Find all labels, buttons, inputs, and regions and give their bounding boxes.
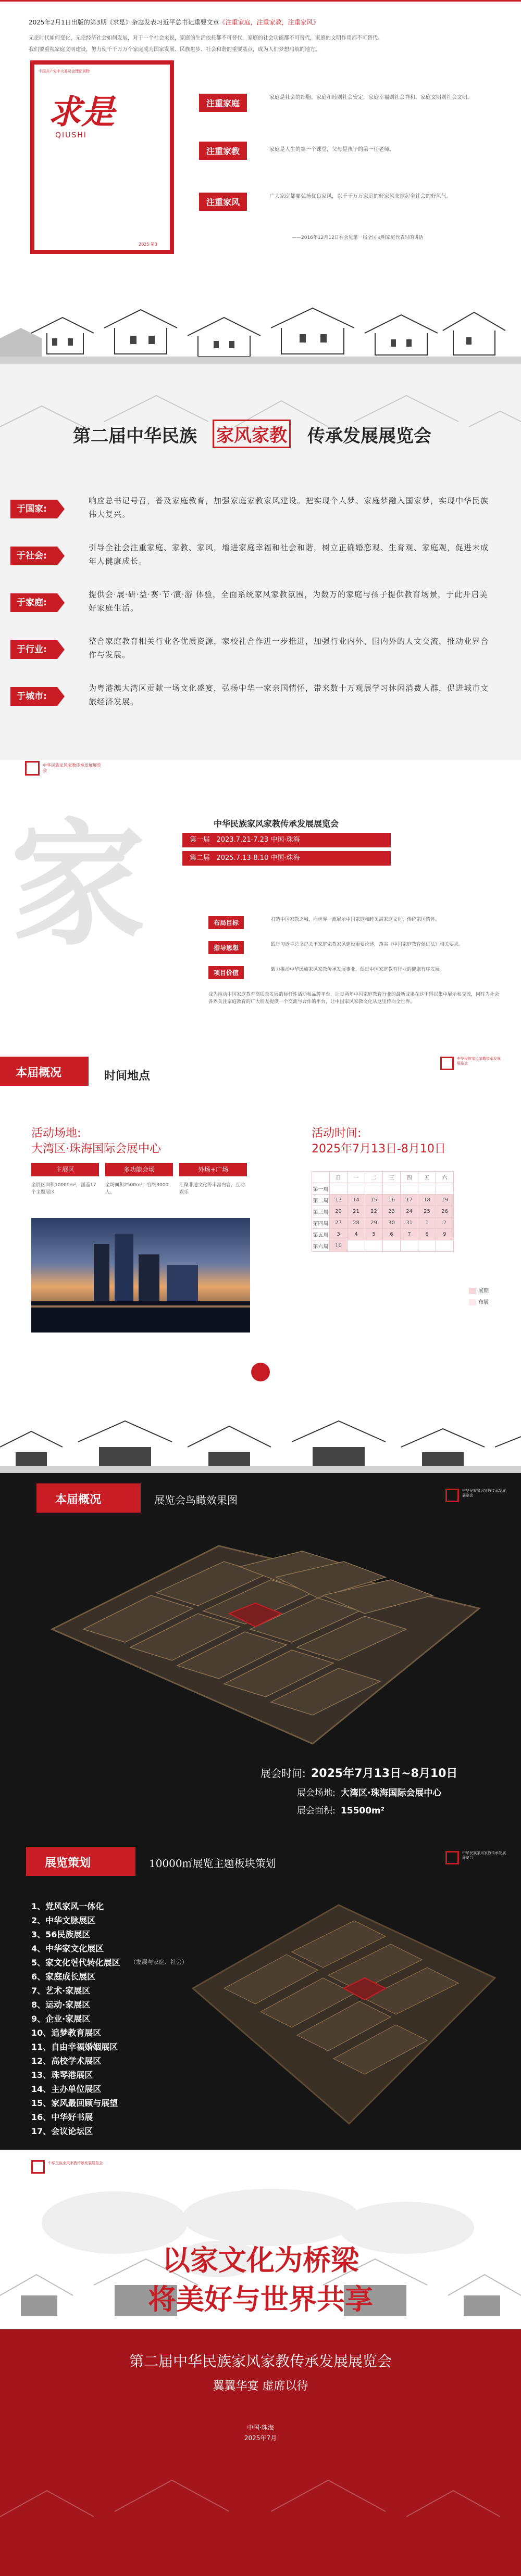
venue-text-main: 全展区面积10000m²，涵盖17个主题展区	[31, 1183, 96, 1196]
calendar-cell	[436, 1240, 454, 1252]
planning-item: 8、运动·家展区	[31, 2000, 91, 2010]
quote-source: ——2016年12月12日在会见第一届全国文明家庭代表时的讲话	[292, 235, 424, 240]
calendar-cell	[401, 1240, 418, 1252]
calendar-cell: 31	[401, 1217, 418, 1229]
calendar-week-label: 第一周	[312, 1183, 330, 1195]
magazine-top-text: 中国共产党中央委员会理论刊物	[39, 69, 90, 73]
closing-band	[0, 2329, 521, 2576]
footer-date: 2025年7月	[244, 2434, 277, 2442]
item-text: 家庭是人生的第一个课堂，父母是孩子的第一任老师。	[269, 147, 394, 153]
headline-red: 《注重家庭，注重家教，注重家风》	[219, 19, 319, 26]
legend-label: 布展	[478, 1300, 489, 1305]
intro-body-1: 无论时代如何变化，无论经济社会如何发展，对于一个社会来说，家庭的生活依托都不可替代，家庭的社会功能都不可替代，家庭的文明作用都不可替代。	[29, 35, 383, 41]
red-dot	[251, 1363, 270, 1381]
point-text: 致力推动中华民族家风家教传承发展事业，促进中国家庭教育行业的健康有序发展。	[271, 967, 445, 972]
legend-label: 展期	[478, 1288, 489, 1294]
calendar-cell: 22	[365, 1206, 383, 1217]
point-label: 指导思想	[208, 941, 244, 954]
logo-mark-icon	[25, 761, 40, 776]
magazine-title: 求是	[48, 93, 115, 132]
info-val: 2025年7月13日~8月10日	[311, 1767, 458, 1780]
item-text: 广大家庭都要弘扬优良家风，以千千万万家庭的好家风支撑起全社会的好风气。	[269, 194, 452, 199]
info-time	[260, 1765, 511, 1781]
calendar-cell: 27	[330, 1217, 348, 1229]
planning-item: 3、56民族展区	[31, 1930, 91, 1939]
logo-text: 中华民族家风家教传承发展展览会	[457, 1057, 501, 1066]
venue-text-hall: 全场面积2500m²，容纳3000人。	[105, 1183, 169, 1196]
item-label: 注重家庭	[199, 94, 247, 112]
intro-items	[199, 94, 501, 239]
section-logo	[445, 1851, 508, 1869]
edition-text: 2023.7.21-7.23 中国·珠海	[216, 836, 300, 844]
tab-label: 展览策划	[45, 1857, 91, 1870]
section-closing	[0, 2150, 521, 2576]
tab-planning	[26, 1847, 135, 1876]
about-title: 中华民族家风家教传承发展展览会	[214, 819, 339, 829]
planning-item: 15、家风最回顾与展望	[31, 2098, 118, 2108]
calendar-cell	[401, 1183, 418, 1195]
skyline-2	[0, 1405, 521, 1473]
calendar-cell	[365, 1183, 383, 1195]
calendar-cell	[383, 1240, 401, 1252]
top-rule	[0, 0, 521, 2]
calendar-row	[312, 1240, 454, 1252]
item-text: 家庭是社会的细胞。家庭和睦则社会安定，家庭幸福则社会祥和，家庭文明则社会文明。	[269, 95, 473, 100]
section-purpose	[0, 364, 521, 760]
planning-item: 1、党风家风一体化	[31, 1901, 104, 1911]
planning-item: 16、中华好书展	[31, 2112, 93, 2122]
calendar-cell: 25	[418, 1206, 436, 1217]
logo-mark-icon	[440, 1057, 454, 1070]
venue-label: 活动场地:	[31, 1127, 81, 1140]
venue-tab-outdoor: 外场+广场	[179, 1163, 247, 1176]
calendar-row	[312, 1217, 454, 1229]
info-val: 大湾区·珠海国际会展中心	[340, 1788, 442, 1798]
point-text: 践行习近平总书记关于家庭家教家风建设重要论述，落实《中国家庭教育促进法》相关要求。	[271, 942, 464, 947]
slogan-1: 以家文化为桥梁	[162, 2244, 359, 2277]
info-area	[297, 1803, 505, 1816]
legend-show	[469, 1286, 505, 1297]
calendar-cell	[348, 1183, 365, 1195]
edition-text: 2025.7.13-8.10 中国·珠海	[216, 854, 300, 862]
item-label: 注重家教	[199, 142, 247, 160]
calendar-cell: 1	[418, 1217, 436, 1229]
calendar-cell: 24	[401, 1206, 418, 1217]
planning-item: 6、家庭成长展区	[31, 1972, 96, 1982]
purpose-label-nation: 于国家:	[10, 500, 57, 518]
big-char: 家	[10, 805, 146, 964]
calendar-week-label: 第五周	[312, 1229, 330, 1240]
venue-photo	[31, 1218, 250, 1333]
calendar-cell	[330, 1183, 348, 1195]
purpose-label-city: 于城市:	[10, 687, 57, 706]
calendar-cell	[383, 1183, 401, 1195]
about-logo	[25, 761, 103, 779]
tab-overview	[36, 1483, 141, 1513]
planning-item: 11、自由幸福婚姻展区	[31, 2042, 118, 2052]
planning-render	[182, 1884, 505, 2134]
calendar-cell: 18	[418, 1195, 436, 1206]
edition-1	[182, 833, 391, 847]
edition-name: 第一届	[190, 836, 210, 844]
legend-swatch	[469, 1288, 476, 1294]
edition-name: 第二届	[190, 854, 210, 862]
info-venue	[297, 1785, 516, 1798]
tab-label: 本届概况	[55, 1493, 102, 1506]
venue-photo-art	[31, 1218, 250, 1333]
cal-head-cell: 四	[401, 1172, 418, 1183]
calendar-cell	[436, 1183, 454, 1195]
skyline-1	[0, 260, 521, 364]
planning-item: 4、中华家文化展区	[31, 1944, 104, 1953]
calendar-cell: 29	[365, 1217, 383, 1229]
purpose-text-city: 为粤港澳大湾区贡献一场文化盛宴，弘扬中华一家亲国情怀，带来数十万观展学习休闲消费人群，促进城市文旅经济发展。	[89, 683, 489, 706]
section-subtitle: 展览会鸟瞰效果图	[154, 1494, 238, 1506]
cal-head-cell: 六	[436, 1172, 454, 1183]
slogan-2: 将美好与世界共享	[148, 2283, 373, 2316]
cal-head-cell: 五	[418, 1172, 436, 1183]
tab-overview	[0, 1057, 89, 1086]
intro-headline	[29, 18, 498, 27]
calendar-cell	[348, 1240, 365, 1252]
section-planning	[0, 1827, 521, 2150]
section-subtitle: 10000㎡展览主题板块策划	[149, 1857, 276, 1870]
logo-text: 中华民族家风家教传承发展展览会	[48, 2161, 103, 2165]
purpose-text-nation: 响应总书记号召，普及家庭教育，加强家庭家教家风建设。把实现个人梦、家庭梦融入国家梦，实现中华民族伟大复兴。	[89, 496, 489, 519]
calendar-cell: 19	[436, 1195, 454, 1206]
calendar-cell: 26	[436, 1206, 454, 1217]
calendar-cell: 6	[383, 1229, 401, 1240]
calendar-cell: 13	[330, 1195, 348, 1206]
planning-item: 17、会议论坛区	[31, 2126, 93, 2136]
point-text: 打造中国家教之城，向世界一流展示中国家庭和睦美满家庭文化、传统家国情怀。	[271, 917, 440, 922]
calendar	[312, 1171, 454, 1252]
venue-tab-hall: 多功能会场	[105, 1163, 173, 1176]
calendar-cell: 23	[383, 1206, 401, 1217]
logo-text: 中华民族家风家教传承发展展览会	[462, 1851, 506, 1860]
closing-logo	[31, 2160, 109, 2176]
planning-item: 5、家文化현代转化展区	[31, 1958, 120, 1968]
section-logo	[445, 1489, 508, 1506]
purpose-label-society: 于社会:	[10, 547, 57, 565]
info-key: 展会时间:	[260, 1767, 306, 1780]
calendar-cell	[418, 1240, 436, 1252]
planning-item: 2、中华文脉展区	[31, 1915, 96, 1925]
calendar-row	[312, 1229, 454, 1240]
calendar-cell	[365, 1240, 383, 1252]
magazine-issue: 2025·第3	[139, 242, 157, 247]
aerial-render	[21, 1536, 500, 1754]
purpose-text-family: 提供会·展·研·益·赛·节·演·游 体验，全面系统家风家教氛围，为数万的家庭与孩子提供教育场景，于此开启美好家庭生活。	[89, 590, 488, 613]
info-key: 展会场地:	[297, 1788, 336, 1798]
calendar-cell: 21	[348, 1206, 365, 1217]
purpose-label-industry: 于行业:	[10, 640, 57, 659]
calendar-cell: 17	[401, 1195, 418, 1206]
purpose-title	[73, 416, 448, 448]
calendar-cell: 3	[330, 1229, 348, 1240]
venue-name: 大湾区·珠海国际会展中心	[31, 1143, 161, 1156]
calendar-corner	[312, 1172, 330, 1183]
title-after: 传承发展展览会	[307, 426, 431, 447]
calendar-week-label: 第三周	[312, 1206, 330, 1217]
calendar-cell: 5	[365, 1229, 383, 1240]
calendar-week-label: 第六周	[312, 1240, 330, 1252]
section-intro	[0, 0, 521, 364]
venue-text-outdoor: 汇聚非遗文化等丰富内容，互动娱乐	[179, 1183, 245, 1196]
calendar-legend	[469, 1286, 505, 1309]
legend-build	[469, 1297, 505, 1309]
logo-mark-icon	[445, 1851, 459, 1864]
purpose-label-family: 于家庭:	[10, 593, 57, 612]
logo-mark-icon	[445, 1489, 459, 1502]
calendar-head	[312, 1172, 454, 1183]
section-subtitle: 时间地点	[104, 1069, 151, 1083]
info-val: 15500m²	[340, 1806, 385, 1816]
calendar-cell: 16	[383, 1195, 401, 1206]
band-subtitle: 翼翼华宴 虚席以待	[213, 2380, 308, 2393]
planning-item: 7、艺术·家展区	[31, 1986, 91, 1996]
venue-tab-main: 主展区	[31, 1163, 99, 1176]
cal-head-cell: 日	[330, 1172, 348, 1183]
section-time-place	[0, 1041, 521, 1473]
cal-head-cell: 三	[383, 1172, 401, 1183]
logo-mark-icon	[31, 2160, 45, 2174]
cal-head-cell: 二	[365, 1172, 383, 1183]
headline-plain: 2025年2月1日出版的第3期《求是》杂志发表习近平总书记重要文章	[29, 19, 219, 26]
band-title: 第二届中华民族家风家教传承发展展览会	[129, 2353, 392, 2370]
band-skyline	[0, 2454, 521, 2558]
point-label: 布局目标	[208, 916, 244, 929]
info-key: 展会面积:	[297, 1806, 336, 1816]
calendar-cell: 28	[348, 1217, 365, 1229]
planning-item-note: （发展与家庭、社会）	[130, 1959, 188, 1965]
cal-head-cell: 一	[348, 1172, 365, 1183]
time-value: 2025年7月13日-8月10日	[312, 1143, 446, 1156]
calendar-row	[312, 1183, 454, 1195]
calendar-cell: 20	[330, 1206, 348, 1217]
section-logo	[440, 1057, 503, 1074]
logo-text: 中华民族家风家教传承发展展览会	[43, 763, 101, 773]
skyline-art	[0, 1405, 521, 1473]
calendar-week-label: 第四周	[312, 1217, 330, 1229]
title-before: 第二届中华民族	[73, 426, 197, 447]
calendar-cell	[418, 1183, 436, 1195]
logo-text: 中华民族家风家教传承发展展览会	[462, 1489, 506, 1498]
calendar-cell: 8	[418, 1229, 436, 1240]
calendar-cell: 15	[365, 1195, 383, 1206]
section-aerial	[0, 1473, 521, 1827]
section-about	[0, 760, 521, 1041]
planning-item: 13、珠琴港展区	[31, 2070, 93, 2080]
calendar-cell: 30	[383, 1217, 401, 1229]
purpose-text-society: 引导全社会注重家庭、家教、家风，增进家庭幸福和社会和谐，树立正确婚恋观、生育观、家庭观，促进未成年人健康成长。	[89, 543, 489, 566]
venue-tabs	[31, 1163, 250, 1225]
calendar-body	[312, 1183, 454, 1252]
calendar-cell: 4	[348, 1229, 365, 1240]
purpose-text-industry: 整合家庭教育相关行业各优质资源，家校社合作进一步推进，加强行业内外、国内外的人文交流，推动业界合作与发展。	[89, 637, 489, 659]
intro-body-2: 我们要重视家庭文明建设，努力使千千万万个家庭成为国家发展、民族进步、社会和谐的重要基点，成为人们梦想启航的地方。	[29, 47, 320, 53]
planning-item: 9、企业·家展区	[31, 2014, 91, 2024]
magazine-cover	[30, 60, 174, 254]
calendar-cell: 7	[401, 1229, 418, 1240]
calendar-row	[312, 1195, 454, 1206]
edition-2	[182, 851, 391, 866]
calendar-row	[312, 1206, 454, 1217]
planning-item: 12、高校学术展区	[31, 2056, 102, 2066]
calendar-week-label: 第二周	[312, 1195, 330, 1206]
calendar-cell: 10	[330, 1240, 348, 1252]
title-seal: 家风家教	[213, 420, 291, 448]
calendar-cell: 9	[436, 1229, 454, 1240]
calendar-cell: 2	[436, 1217, 454, 1229]
planning-item: 10、追梦教育展区	[31, 2028, 102, 2038]
skyline-art	[0, 260, 521, 364]
time-label: 活动时间:	[312, 1127, 362, 1140]
item-label: 注重家风	[199, 193, 247, 211]
planning-item: 14、主办单位展区	[31, 2084, 102, 2094]
footer-place: 中国·珠海	[247, 2424, 274, 2431]
about-para: 成为推动中国家庭教育高质量发展的标杆性活动和品牌平台，让每两年中国家庭教育行业的最新成果在这里得以集中展示和交流，同时为社会各界关注家庭教育的广大朋友提供一个交流与合作的平台，让中国家风家教文化从这里传向全世界。	[208, 992, 500, 1005]
legend-swatch	[469, 1299, 476, 1305]
calendar-cell: 14	[348, 1195, 365, 1206]
tab-label: 本届概况	[16, 1067, 62, 1080]
point-label: 项目价值	[208, 966, 244, 979]
magazine-sub: QIUSHI	[55, 131, 87, 139]
